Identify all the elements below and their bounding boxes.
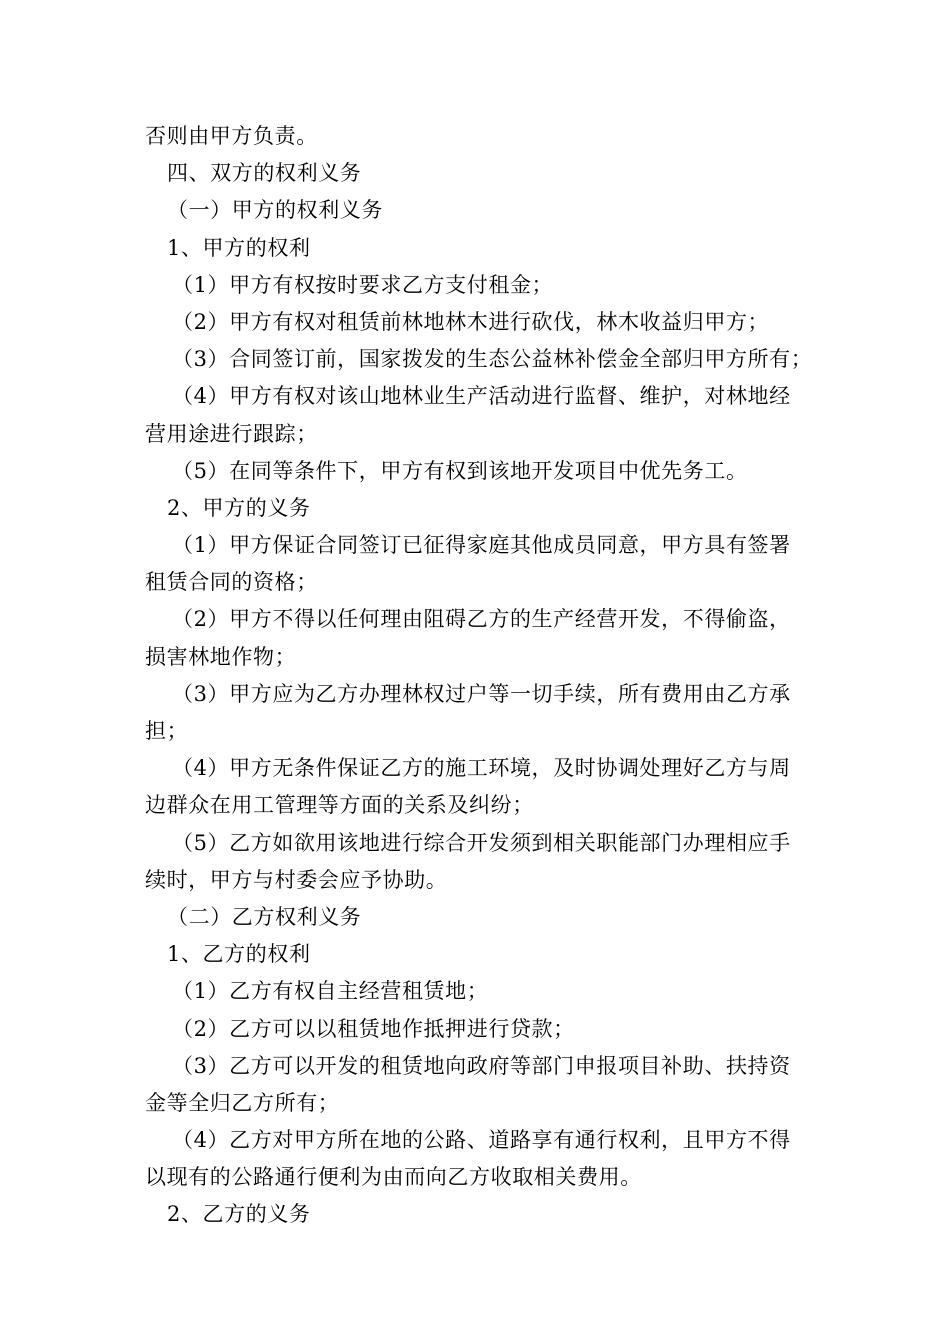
text-line: （4）乙方对甲方所在地的公路、道路享有通行权利，且甲方不得 <box>172 1128 791 1153</box>
text-line: 续时，甲方与村委会应予协助。 <box>145 867 448 892</box>
text-line: （5）在同等条件下，甲方有权到该地开发项目中优先务工。 <box>172 458 748 483</box>
text-line: （1）乙方有权自主经营租赁地； <box>172 979 489 1004</box>
text-line: 租赁合同的资格； <box>145 570 318 595</box>
text-line: 担； <box>145 719 189 743</box>
item-heading: 2、乙方的义务 <box>167 1202 311 1227</box>
text-line: （3）合同签订前，国家拨发的生态公益林补偿金全部归甲方所有； <box>172 347 813 372</box>
text-line: 否则由甲方负责。 <box>145 124 318 148</box>
text-line: 边群众在用工管理等方面的关系及纠纷； <box>145 793 534 818</box>
item-heading: 1、甲方的权利 <box>167 235 311 260</box>
text-line: （4）甲方无条件保证乙方的施工环境，及时协调处理好乙方与周 <box>172 756 791 781</box>
text-line: 损害林地作物； <box>145 644 297 669</box>
document-body <box>145 118 813 1234</box>
text-line: 营用途进行跟踪； <box>145 421 318 446</box>
item-heading: 1、乙方的权利 <box>167 942 311 967</box>
text-line: （3）甲方应为乙方办理林权过户等一切手续，所有费用由乙方承 <box>172 681 791 706</box>
subsection-heading: （二）乙方权利义务 <box>167 904 362 929</box>
text-line: 以现有的公路通行便利为由而向乙方收取相关费用。 <box>145 1165 642 1190</box>
text-line: （2）甲方有权对租赁前林地林木进行砍伐，林木收益归甲方； <box>172 309 770 334</box>
text-line: （5）乙方如欲用该地进行综合开发须到相关职能部门办理相应手 <box>172 830 791 855</box>
text-line: （4）甲方有权对该山地林业生产活动进行监督、维护，对林地经 <box>172 384 791 409</box>
text-line: （2）甲方不得以任何理由阻碍乙方的生产经营开发，不得偷盗， <box>172 607 791 632</box>
text-line: （1）甲方保证合同签订已征得家庭其他成员同意，甲方具有签署 <box>172 533 791 558</box>
section-heading: 四、双方的权利义务 <box>167 161 362 186</box>
text-line: （2）乙方可以以租赁地作抵押进行贷款； <box>172 1016 575 1041</box>
item-heading: 2、甲方的义务 <box>167 495 311 520</box>
text-line: （1）甲方有权按时要求乙方支付租金； <box>172 272 554 297</box>
text-line: 金等全归乙方所有； <box>145 1090 340 1115</box>
subsection-heading: （一）甲方的权利义务 <box>167 198 383 223</box>
text-line: （3）乙方可以开发的租赁地向政府等部门申报项目补助、扶持资 <box>172 1053 791 1078</box>
